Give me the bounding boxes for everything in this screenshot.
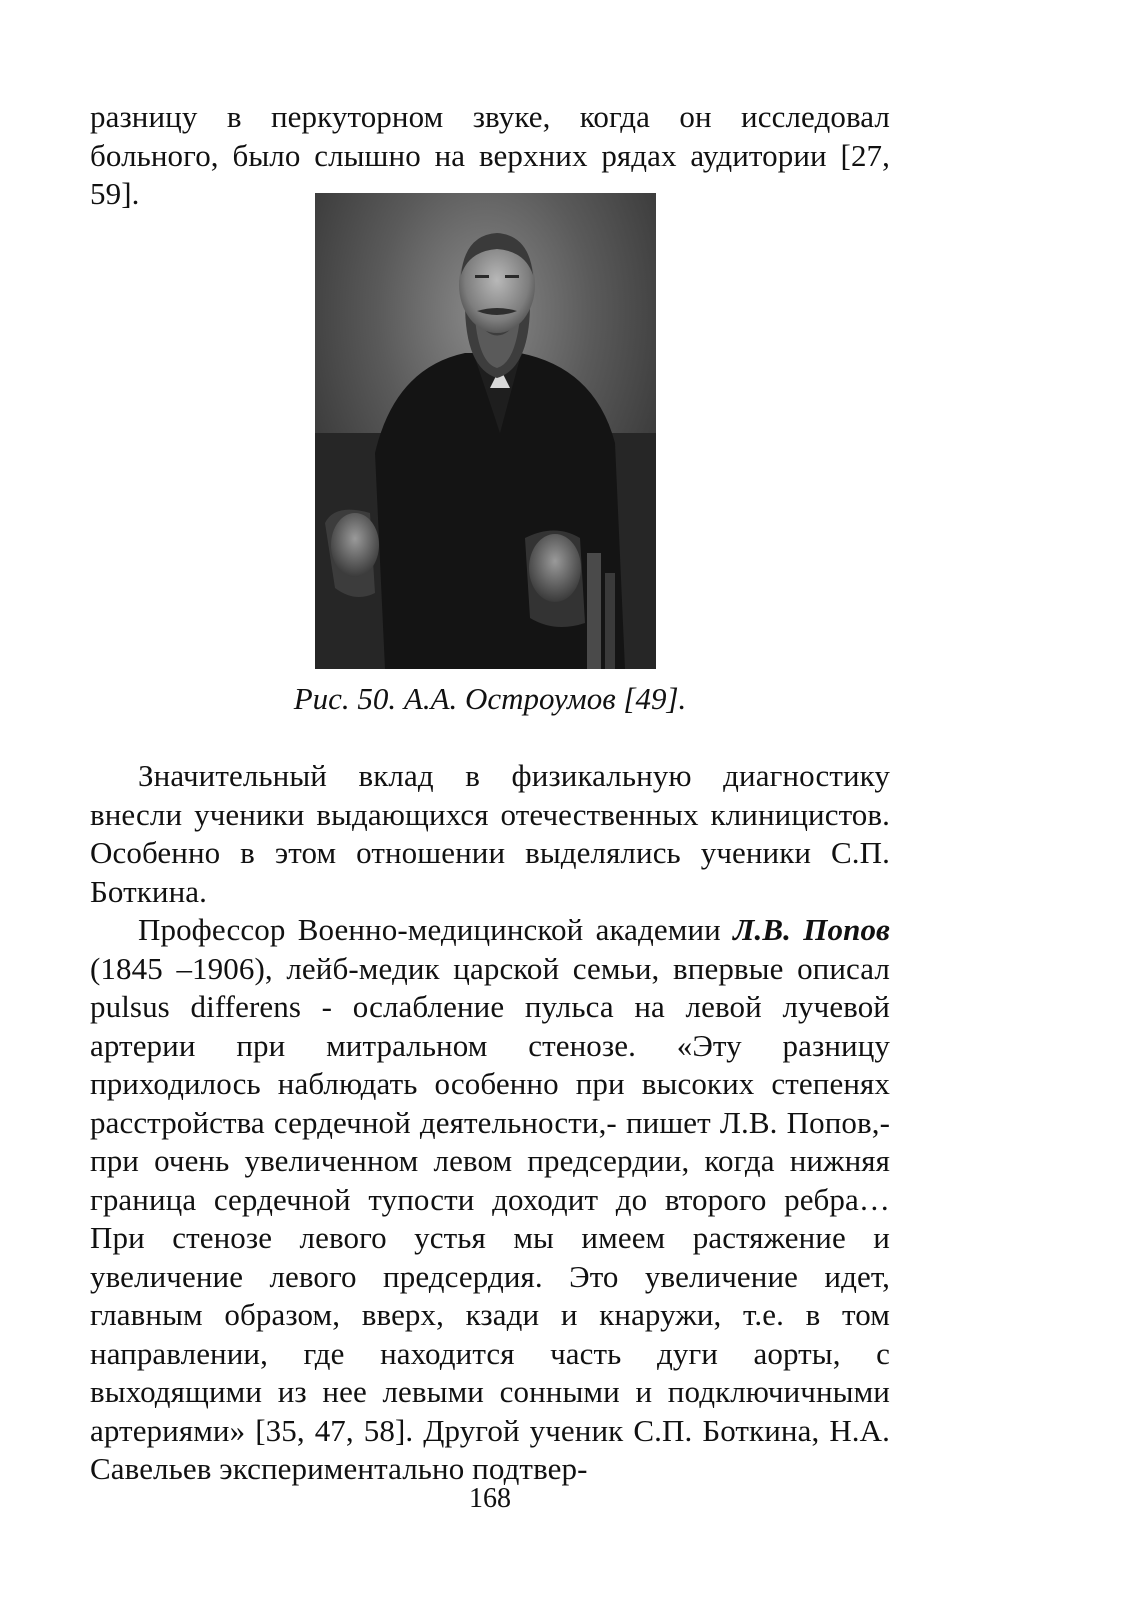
paragraph-popov	[90, 911, 890, 1489]
paragraph-popov-prefix: Профессор Военно-медицинской академии	[138, 912, 734, 947]
page-number: 168	[469, 1483, 511, 1514]
portrait-photo	[315, 193, 656, 669]
paragraph-popov-body: (1845 –1906), лейб-медик царской семьи, впервые описал pulsus differens - ослабление пульса на левой лучевой артерии при митральном стенозе. «Эту разницу приходилось наблюдать особенно при высоких степенях расстройства сердечной деятельности,- пишет Л.В. Попов,- при очень увеличенном левом предсердии, когда нижняя граница сердечной тупости доходит до второго ребра… При стенозе левого устья мы имеем растяжение и увеличение левого предсердия. Это увеличение идет, главным образом, вверх, кзади и кнаружи, т.е. в том направлении, где находится часть дуги аорты, с выходящими из нее левыми сонными и подключичными артериями» [35, 47, 58]. Другой ученик С.П. Боткина, Н.А. Савельев экспериментально подтвер-	[90, 950, 890, 1486]
main-text	[90, 757, 890, 1489]
paragraph-contributions: Значительный вклад в физикальную диагностику внесли ученики выдающихся отечественных клиницистов. Особенно в этом отношении выделялись ученики С.П. Боткина.	[90, 758, 890, 909]
top-paragraph-text: разницу в перкуторном звуке, когда он исследовал больного, было слышно на верхних рядах аудитории [27, 59].	[90, 99, 890, 211]
portrait-illustration	[315, 193, 656, 669]
popov-name: Л.В. Попов	[733, 912, 890, 947]
figure-caption: Рис. 50. А.А. Остроумов [49].	[293, 681, 687, 716]
